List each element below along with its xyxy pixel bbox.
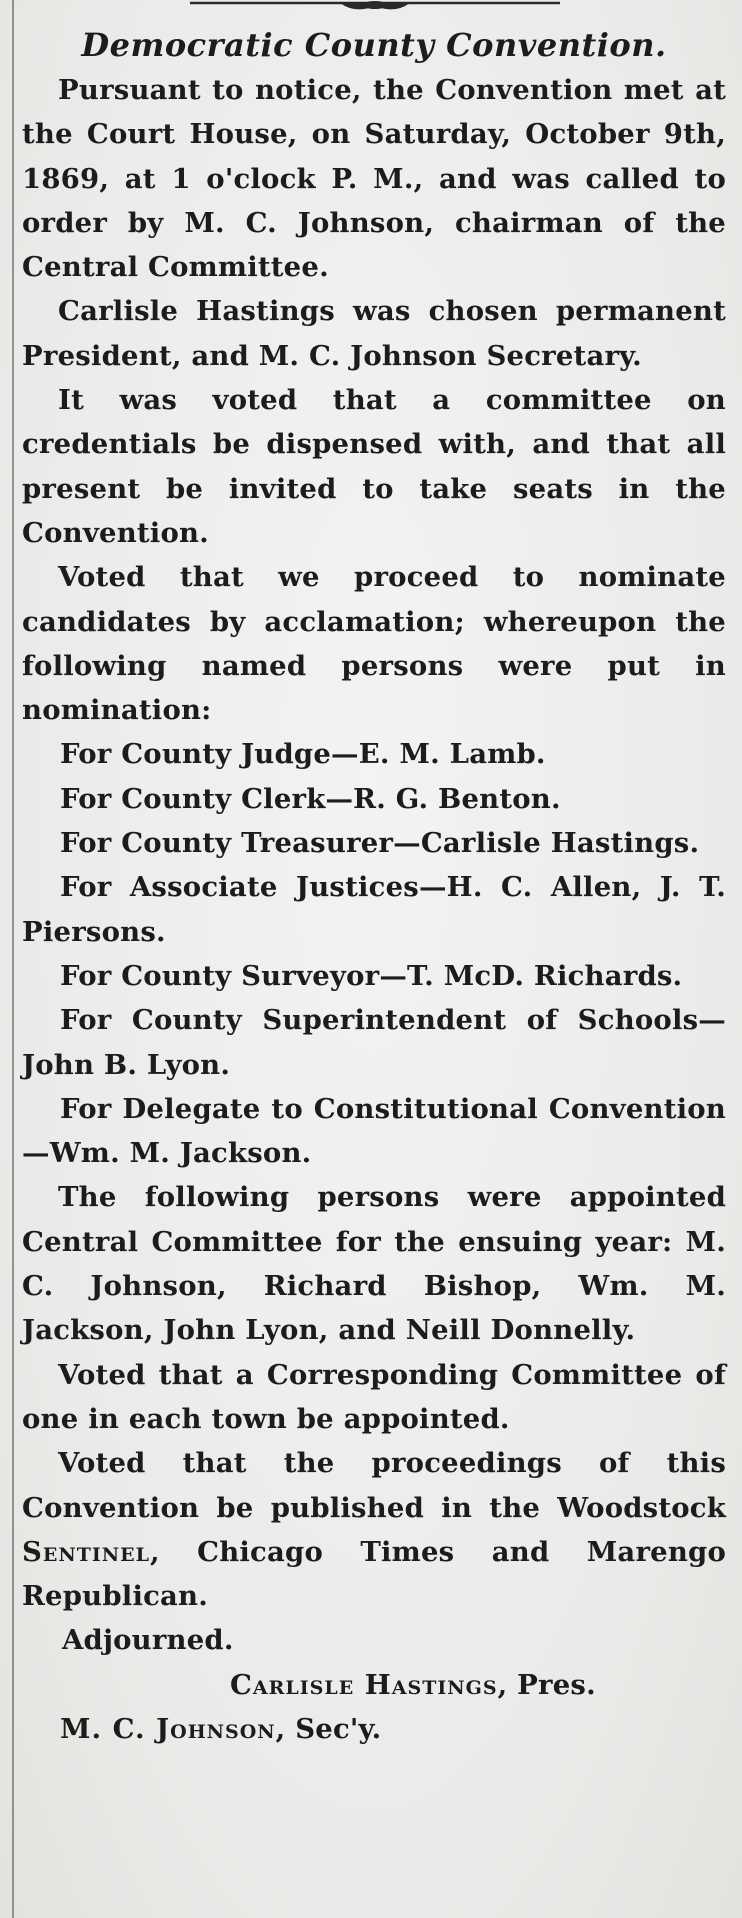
nomination-delegate: For Delegate to Constitutional Convention—Wm. M. Jackson. [22, 1092, 726, 1170]
paragraph-central-committee: The following persons were appointed Central Committee for the ensuing year: M. C. Johnson, Richard Bishop, Wm. M. Jackson, John Lyon, and Neill Donnelly. [22, 1181, 726, 1347]
president-name: Carlisle Hastings [230, 1668, 498, 1701]
nomination-county-judge: For County Judge—E. M. Lamb. [60, 738, 546, 771]
publish-prefix: Voted that the proceedings of this Convention be published in the Woodstock [22, 1447, 726, 1524]
paragraph-officers: Carlisle Hastings was chosen permanent President, and M. C. Johnson Secretary. [22, 295, 726, 372]
headline: Democratic County Convention. [81, 26, 667, 64]
nomination-county-surveyor: For County Surveyor—T. McD. Richards. [60, 959, 683, 992]
nomination-superintendent: For County Superintendent of Schools—John B. Lyon. [22, 1004, 726, 1081]
president-title: , Pres. [497, 1668, 596, 1701]
publish-paper: Sentinel [22, 1535, 150, 1568]
publish-suffix: , Chicago Times and Marengo Republican. [22, 1535, 726, 1613]
article [22, 22, 726, 1751]
paragraph-corresponding-committee: Voted that a Corresponding Committee of one in each town be appointed. [22, 1358, 726, 1435]
ornament-rule [190, 0, 560, 14]
paragraph-publish [22, 1441, 726, 1618]
paragraph-nominate: Voted that we proceed to nominate candidates by acclamation; whereupon the following named persons were put in nomination: [22, 561, 726, 727]
column-rule [12, 0, 14, 1918]
adjourned: Adjourned. [62, 1624, 234, 1657]
nomination-county-clerk: For County Clerk—R. G. Benton. [60, 782, 561, 815]
paragraph-convention-met: Pursuant to notice, the Convention met at the Court House, on Saturday, October 9th, 1869, at 1 o'clock P. M., and was called to order by M. C. Johnson, chairman of the Central Committee. [22, 74, 726, 284]
signature-secretary [22, 1707, 726, 1751]
signature-president [22, 1663, 726, 1707]
nomination-county-treasurer: For County Treasurer—Carlisle Hastings. [60, 827, 700, 860]
paragraph-credentials: It was voted that a committee on credentials be dispensed with, and that all present be invited to take seats in the Convention. [22, 384, 726, 549]
secretary-name: M. C. Johnson [60, 1712, 276, 1745]
secretary-title: , Sec'y. [275, 1712, 382, 1745]
nomination-associate-justices: For Associate Justices—H. C. Allen, J. T. Piersons. [22, 871, 726, 948]
